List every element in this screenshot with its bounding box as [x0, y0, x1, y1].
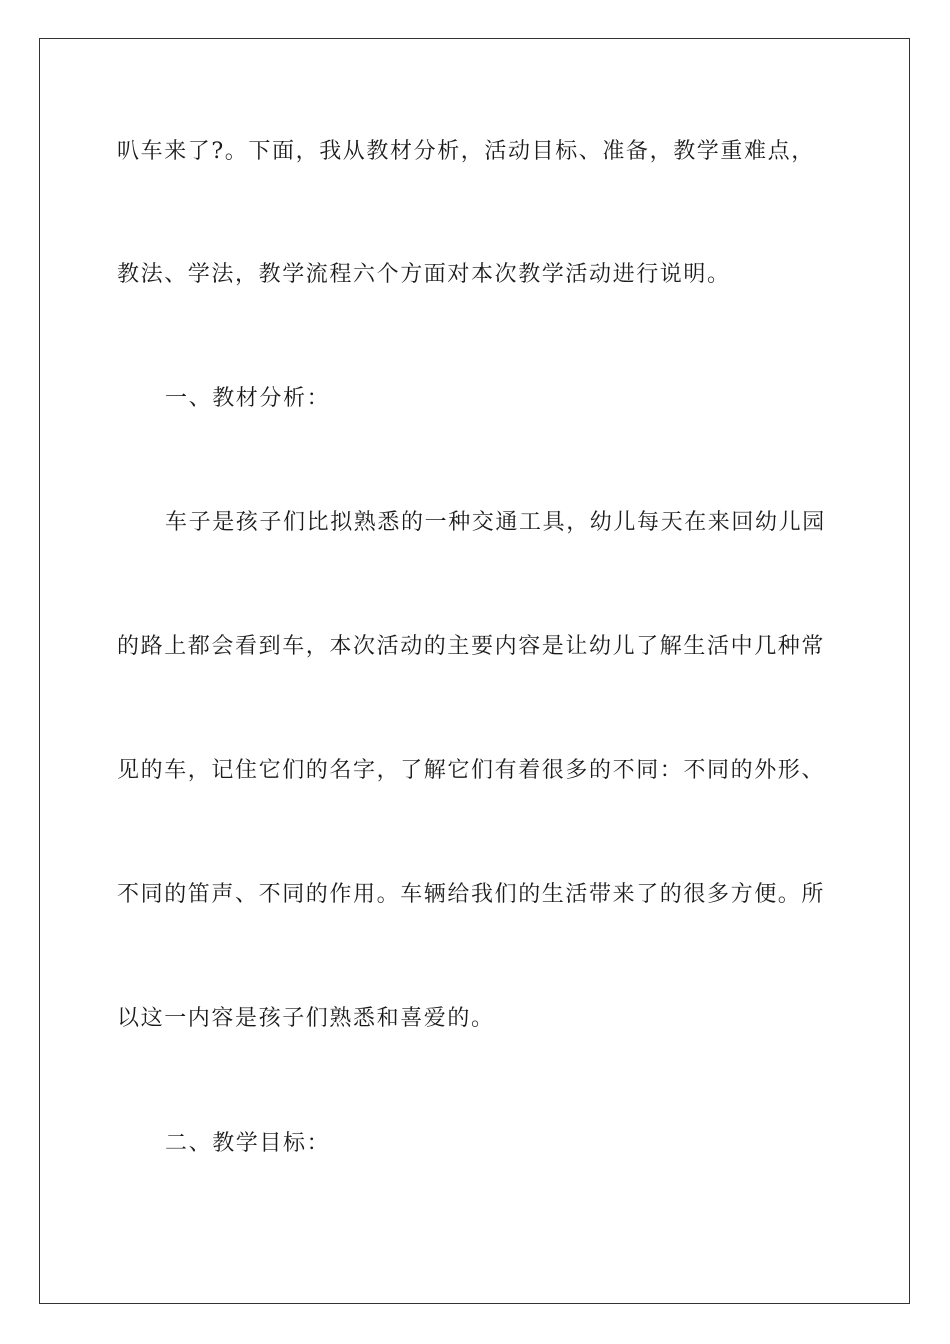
paragraph-line-2: 教法、学法，教学流程六个方面对本次教学活动进行说明。 [117, 262, 731, 287]
paragraph-line-7: 以这一内容是孩子们熟悉和喜爱的。 [117, 1006, 495, 1031]
paragraph-line-3: 车子是孩子们比拟熟悉的一种交通工具，幼儿每天在来回幼儿园 [165, 510, 826, 535]
paragraph-line-4: 的路上都会看到车，本次活动的主要内容是让幼儿了解生活中几种常 [117, 634, 826, 659]
paragraph-line-1: 叭车来了?。下面，我从教材分析，活动目标、准备，教学重难点， [117, 139, 815, 164]
section-heading-2: 二、教学目标： [165, 1131, 331, 1156]
section-heading-1: 一、教材分析： [165, 386, 331, 411]
paragraph-line-6: 不同的笛声、不同的作用。车辆给我们的生活带来了的很多方便。所 [117, 882, 826, 907]
paragraph-line-5: 见的车，记住它们的名字，了解它们有着很多的不同：不同的外形、 [117, 758, 826, 783]
page-border [39, 38, 910, 1304]
